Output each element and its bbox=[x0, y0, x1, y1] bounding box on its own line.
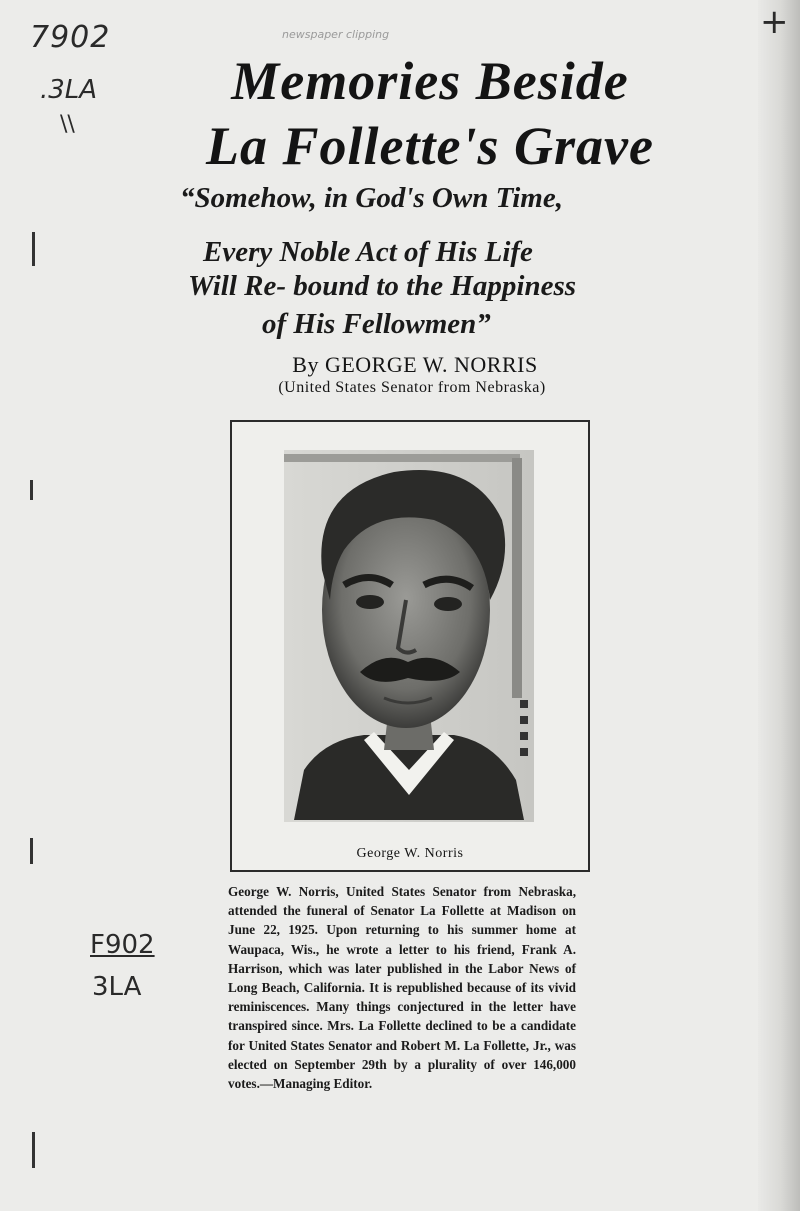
handwritten-file-number: F902 bbox=[90, 930, 155, 960]
handwritten-tick-mark: \\ bbox=[60, 112, 75, 137]
margin-mark bbox=[32, 1132, 35, 1168]
margin-mark bbox=[30, 838, 33, 864]
margin-mark bbox=[30, 480, 33, 500]
byline-author: By GEORGE W. NORRIS bbox=[292, 352, 538, 377]
subheadline-line-2: Every Noble Act of His Life bbox=[203, 236, 533, 268]
headline-line-1: Memories Beside bbox=[231, 51, 629, 111]
faint-pencil-note: newspaper clipping bbox=[282, 28, 390, 41]
portrait-frame bbox=[230, 420, 590, 872]
handwritten-catalog-number: 7902 bbox=[30, 20, 111, 55]
subheadline-line-4: of His Fellowmen” bbox=[262, 308, 491, 340]
handwritten-file-code: 3LA bbox=[92, 972, 142, 1002]
subheadline-line-1: “Somehow, in God's Own Time, bbox=[180, 182, 563, 214]
handwritten-code: .3LA bbox=[40, 75, 98, 105]
portrait-photo bbox=[284, 450, 534, 822]
handwritten-plus-mark: + bbox=[760, 2, 789, 42]
headline-line-2: La Follette's Grave bbox=[206, 116, 654, 176]
page-edge-shadow bbox=[758, 0, 800, 1211]
margin-mark bbox=[32, 232, 35, 266]
subheadline-line-3: Will Re- bound to the Happiness bbox=[188, 270, 577, 302]
intro-paragraph: George W. Norris, United States Senator from Nebraska, attended the funeral of Senator La Follette at Madison on June 22, 1925. Upon returning to his summer home at Waupaca, Wis., he wrote a letter to his friend, Frank A. Harrison, which was later published in the Labor News of Long Beach, California. It is republished because of its vivid reminiscences. Many things conjectured in the letter have transpired since. Mrs. La Follette declined to be a candidate for United States Senator and Robert M. La Follette, Jr., was elected on September 29th by a plurality of over 146,000 votes.—Managing Editor. bbox=[228, 884, 576, 1092]
portrait-caption: George W. Norris bbox=[356, 846, 464, 861]
byline-affiliation: (United States Senator from Nebraska) bbox=[278, 379, 546, 396]
